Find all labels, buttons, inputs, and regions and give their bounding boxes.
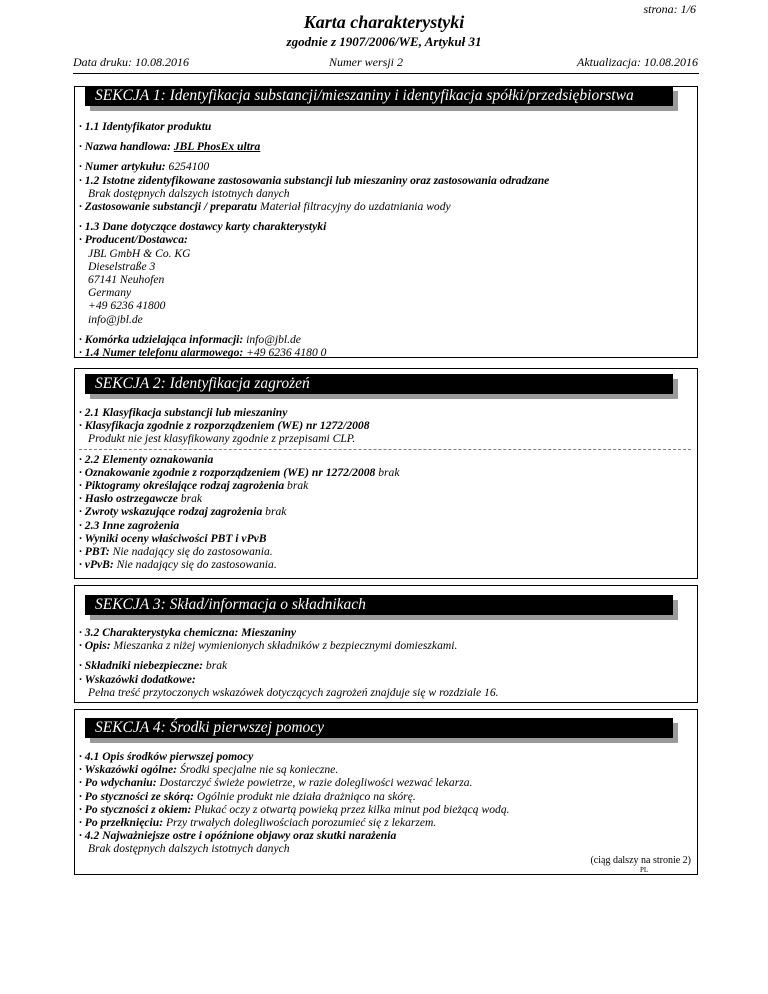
- s2-pbt-vpvb-results: · Wyniki oceny właściwości PBT i vPvB: [79, 531, 267, 545]
- section-2: [74, 368, 698, 579]
- s3-description: · Opis: Mieszanka z niżej wymienionych składników z bezpiecznymi domieszkami.: [79, 639, 458, 653]
- document-title: Karta charakterystyki: [303, 12, 465, 32]
- address-phone: +49 6236 41800: [88, 299, 166, 313]
- print-date: Data druku: 10.08.2016: [73, 55, 189, 69]
- s3-full-text-note: Pełna treść przytoczonych wskazówek dotyczących zagrożeń znajduje się w rozdziale 16.: [88, 685, 499, 699]
- s1-use-of-substance: · Zastosowanie substancji / preparatu Materiał filtracyjny do uzdatniania wody: [79, 200, 451, 214]
- section-1-heading: SEKCJA 1: Identyfikacja substancji/mieszaniny i identyfikacja spółki/przedsiębiorstwa: [85, 86, 673, 106]
- s1-info-contact: · Komórka udzielająca informacji: info@jbl.de: [79, 332, 301, 346]
- address-city: 67141 Neuhofen: [88, 273, 165, 287]
- s4-skin-contact: · Po styczności ze skórą: Ogólnie produkt nie działa drażniąco na skórę.: [79, 789, 416, 803]
- s1-no-data: Brak dostępnych dalszych istotnych danych: [88, 186, 290, 200]
- s3-hazardous-ingredients: · Składniki niebezpieczne: brak: [79, 659, 228, 673]
- s3-additional-info: · Wskazówki dodatkowe:: [79, 672, 196, 686]
- s1-product-identifier: · 1.1 Identyfikator produktu: [79, 120, 212, 133]
- document-subtitle: zgodnie z 1907/2006/WE, Artykuł 31: [286, 34, 482, 49]
- s4-eye-contact: · Po styczności z okiem: Płukać oczy z otwartą powieką przez kilka minut pod bieżącą wodą.: [79, 802, 510, 816]
- s2-vpvb: · vPvB: Nie nadający się do zastosowania.: [79, 558, 277, 572]
- s2-hazard-statements: · Zwroty wskazujące rodzaj zagrożenia brak: [79, 505, 287, 519]
- address-country: Germany: [88, 286, 132, 300]
- s1-supplier-details: · 1.3 Dane dotyczące dostawcy karty charakterystyki: [79, 220, 327, 234]
- address-street: Dieselstraße 3: [88, 259, 156, 273]
- s4-description-measures: · 4.1 Opis środków pierwszej pomocy: [79, 750, 254, 763]
- section-4: [74, 709, 698, 875]
- continued-note: (ciąg dalszy na stronie 2): [590, 855, 691, 866]
- s2-labelling: · Oznakowanie zgodnie z rozporządzeniem (WE) nr 1272/2008 brak: [79, 465, 400, 479]
- s4-general: · Wskazówki ogólne: Środki specjalne nie są konieczne.: [79, 763, 339, 777]
- address-email: info@jbl.de: [88, 312, 143, 326]
- s2-classification-clp: · Klasyfikacja zgodnie z rozporządzeniem (WE) nr 1272/2008: [79, 419, 370, 433]
- s1-emergency-phone: · 1.4 Numer telefonu alarmowego: +49 6236 4180 0: [79, 346, 327, 360]
- section-3-heading: SEKCJA 3: Skład/informacja o składnikach: [85, 595, 673, 615]
- update-date: Aktualizacja: 10.08.2016: [577, 55, 698, 69]
- s2-classification: · 2.1 Klasyfikacja substancji lub mieszaniny: [79, 406, 288, 419]
- s4-symptoms: · 4.2 Najważniejsze ostre i opóźnione objawy oraz skutki narażenia: [79, 829, 397, 843]
- s2-not-classified: Produkt nie jest klasyfikowany zgodnie z przepisami CLP.: [88, 432, 356, 446]
- section-1: [74, 86, 698, 358]
- address-company: JBL GmbH & Co. KG: [88, 246, 191, 260]
- version-number: Numer wersji 2: [329, 55, 404, 69]
- section-2-heading: SEKCJA 2: Identyfikacja zagrożeń: [85, 374, 673, 394]
- language-code: PL: [640, 866, 649, 874]
- s1-manufacturer: · Producent/Dostawca:: [79, 233, 188, 247]
- s2-pbt: · PBT: Nie nadający się do zastosowania.: [79, 545, 273, 559]
- s4-ingestion: · Po przełknięciu: Przy trwałych dolegliwościach porozumieć się z lekarzem.: [79, 816, 437, 830]
- section-4-heading: SEKCJA 4: Środki pierwszej pomocy: [85, 718, 673, 738]
- s1-identified-uses: · 1.2 Istotne zidentyfikowane zastosowania substancji lub mieszaniny oraz zastosowania odradzane: [79, 173, 550, 187]
- s1-trade-name: · Nazwa handlowa: JBL PhosEx ultra: [79, 140, 261, 154]
- s4-inhalation: · Po wdychaniu: Dostarczyć świeże powietrze, w razie dolegliwości wezwać lekarza.: [79, 776, 473, 790]
- header-divider: [73, 73, 699, 74]
- s2-pictograms: · Piktogramy określające rodzaj zagrożenia brak: [79, 479, 309, 493]
- s4-no-data: Brak dostępnych dalszych istotnych danych: [88, 842, 290, 856]
- dashed-divider: [79, 449, 691, 450]
- section-3: [74, 585, 698, 703]
- s2-signal-word: · Hasło ostrzegawcze brak: [79, 492, 203, 506]
- s2-other-hazards: · 2.3 Inne zagrożenia: [79, 518, 180, 532]
- s2-label-elements: · 2.2 Elementy oznakowania: [79, 452, 214, 466]
- page-number: strona: 1/6: [643, 2, 696, 16]
- trade-name-value: JBL PhosEx ultra: [173, 140, 261, 154]
- s3-chemical-characterization: · 3.2 Charakterystyka chemiczna: Mieszaniny: [79, 626, 297, 639]
- s1-article-number: · Numer artykułu: 6254100: [79, 160, 210, 174]
